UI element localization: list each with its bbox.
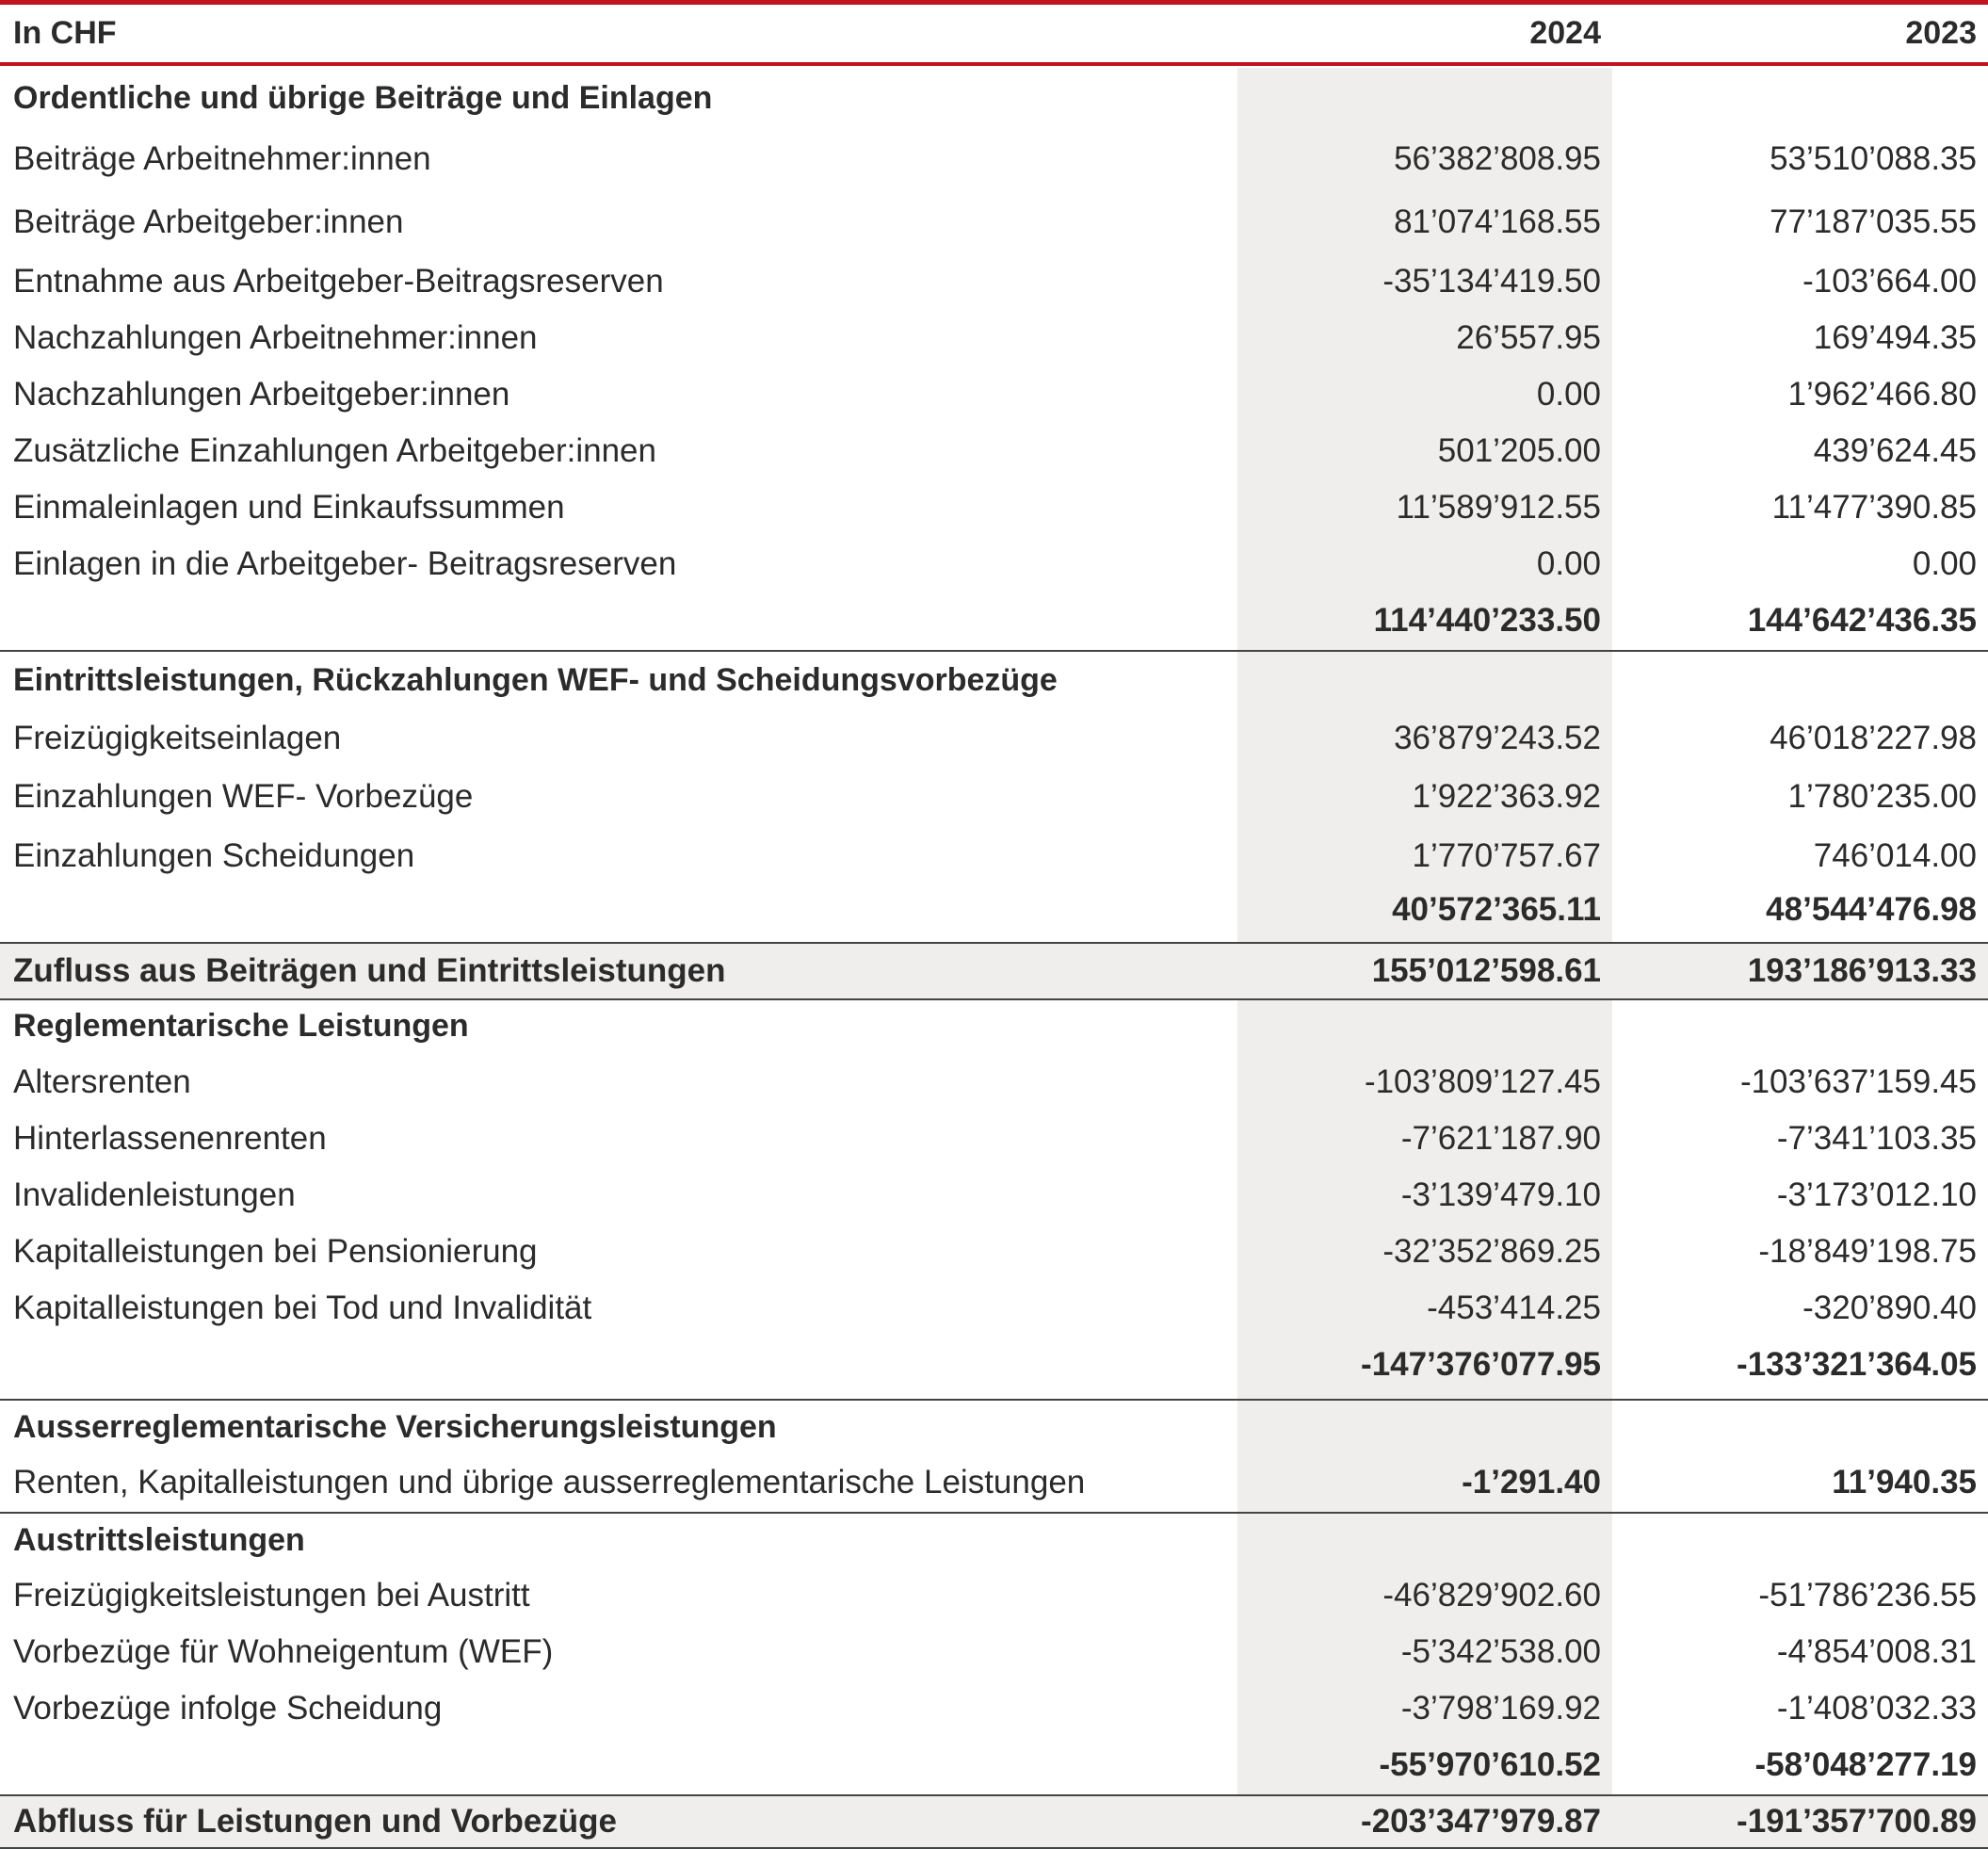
value-2024: -32’352’869.25	[1382, 1233, 1601, 1270]
value-2023: -51’786’236.55	[1758, 1577, 1977, 1614]
row-label: Einzahlungen Scheidungen	[13, 837, 415, 874]
subtotal-row	[0, 593, 1988, 648]
row-label: Eintrittsleistungen, Rückzahlungen WEF- und Scheidungsvorbezüge	[13, 661, 1058, 698]
row-label: Abfluss für Leistungen und Vorbezüge	[13, 1803, 618, 1840]
section-row	[0, 650, 1988, 708]
value-2024: 81’074’168.55	[1394, 203, 1601, 240]
row-label: Kapitalleistungen bei Tod und Invalidität	[13, 1289, 592, 1326]
value-2023: 77’187’035.55	[1770, 203, 1977, 240]
value-2023: 1’962’466.80	[1787, 376, 1977, 413]
table-header	[0, 0, 1988, 66]
row-label: Kapitalleistungen bei Pensionierung	[13, 1233, 538, 1270]
value-2023: -103’637’159.45	[1739, 1063, 1977, 1100]
row-label: Ordentliche und übrige Beiträge und Einlagen	[13, 79, 713, 116]
value-2024: -3’139’479.10	[1400, 1176, 1601, 1213]
table-row	[0, 1225, 1988, 1279]
value-2023: -1’408’032.33	[1776, 1690, 1977, 1727]
value-2023: 53’510’088.35	[1770, 140, 1977, 177]
value-2023: -58’048’277.19	[1754, 1746, 1977, 1783]
grand-total-row	[0, 942, 1988, 1000]
value-2023: 48’544’476.98	[1766, 891, 1977, 928]
value-2023: 144’642’436.35	[1747, 602, 1977, 639]
row-label: Vorbezüge infolge Scheidung	[13, 1690, 443, 1727]
value-2023: -103’664.00	[1802, 263, 1977, 300]
row-label: Invalidenleistungen	[13, 1176, 296, 1213]
value-2024: -55’970’610.52	[1379, 1746, 1601, 1783]
value-2024: 26’557.95	[1456, 319, 1601, 356]
table-row	[0, 829, 1988, 884]
row-label: Freizügigkeitsleistungen bei Austritt	[13, 1577, 530, 1614]
value-2024: -103’809’127.45	[1364, 1063, 1601, 1100]
value-2024: 501’205.00	[1437, 432, 1601, 469]
value-2023: 46’018’227.98	[1770, 720, 1977, 756]
value-2023: 169’494.35	[1813, 319, 1977, 356]
table-row	[0, 768, 1988, 826]
row-label: Beiträge Arbeitnehmer:innen	[13, 140, 431, 177]
value-2024: -453’414.25	[1427, 1289, 1601, 1326]
value-2023: -320’890.40	[1802, 1289, 1977, 1326]
table-row	[0, 711, 1988, 766]
value-2023: -3’173’012.10	[1776, 1176, 1977, 1213]
value-2024: 1’922’363.92	[1412, 778, 1601, 815]
value-2024: 40’572’365.11	[1392, 891, 1601, 928]
header-year-2023: 2023	[1905, 15, 1977, 51]
row-label: Freizügigkeitseinlagen	[13, 720, 342, 756]
value-2024: -1’291.40	[1462, 1464, 1601, 1500]
value-2024: -5’342’538.00	[1400, 1633, 1601, 1670]
value-2023: 746’014.00	[1813, 837, 1977, 874]
header-year-2024: 2024	[1529, 15, 1601, 51]
value-2023: 11’477’390.85	[1771, 489, 1977, 526]
value-2024: -147’376’077.95	[1361, 1346, 1601, 1383]
value-2024: 11’589’912.55	[1396, 489, 1601, 526]
value-2023: -133’321’364.05	[1737, 1346, 1977, 1383]
table-row	[0, 367, 1988, 422]
table-row	[0, 537, 1988, 592]
section-row	[0, 998, 1988, 1053]
table-row	[0, 424, 1988, 478]
value-2024: 155’012’598.61	[1371, 952, 1601, 989]
section-row	[0, 71, 1988, 125]
table-row	[0, 480, 1988, 535]
table-row	[0, 1681, 1988, 1736]
table-row	[0, 1455, 1988, 1510]
table-row	[0, 1168, 1988, 1223]
value-2024: -7’621’187.90	[1400, 1120, 1601, 1157]
value-2023: 439’624.45	[1813, 432, 1977, 469]
row-label: Vorbezüge für Wohneigentum (WEF)	[13, 1633, 554, 1670]
table-row	[0, 254, 1988, 309]
value-2024: -35’134’419.50	[1382, 263, 1601, 300]
row-label: Hinterlassenenrenten	[13, 1120, 327, 1157]
subtotal-row	[0, 1738, 1988, 1792]
row-label: Einzahlungen WEF- Vorbezüge	[13, 778, 474, 815]
row-label: Einmaleinlagen und Einkaufssummen	[13, 489, 565, 526]
row-label: Zufluss aus Beiträgen und Eintrittsleistungen	[13, 952, 726, 989]
value-2023: -4’854’008.31	[1776, 1633, 1977, 1670]
value-2023: 193’186’913.33	[1747, 952, 1977, 989]
grand-total-row	[0, 1794, 1988, 1849]
subtotal-row	[0, 881, 1988, 939]
table-row	[0, 1055, 1988, 1110]
value-2023: -191’357’700.89	[1737, 1803, 1977, 1840]
value-2023: -18’849’198.75	[1758, 1233, 1977, 1270]
table-row	[0, 1625, 1988, 1679]
value-2023: 1’780’235.00	[1787, 778, 1977, 815]
value-2024: 36’879’243.52	[1394, 720, 1601, 756]
value-2024: 114’440’233.50	[1373, 602, 1601, 639]
row-label: Austrittsleistungen	[13, 1521, 305, 1558]
section-row	[0, 1399, 1988, 1453]
subtotal-row	[0, 1338, 1988, 1392]
value-2023: -7’341’103.35	[1776, 1120, 1977, 1157]
value-2023: 0.00	[1912, 545, 1977, 582]
row-label: Reglementarische Leistungen	[13, 1007, 469, 1044]
row-label: Entnahme aus Arbeitgeber-Beitragsreserven	[13, 263, 664, 300]
row-label: Einlagen in die Arbeitgeber- Beitragsreserven	[13, 545, 677, 582]
table-row	[0, 193, 1988, 251]
table-row	[0, 1568, 1988, 1623]
row-label: Zusätzliche Einzahlungen Arbeitgeber:innen	[13, 432, 656, 469]
value-2023: 11’940.35	[1832, 1464, 1977, 1500]
value-2024: 1’770’757.67	[1412, 837, 1601, 874]
row-label: Beiträge Arbeitgeber:innen	[13, 203, 404, 240]
row-label: Nachzahlungen Arbeitgeber:innen	[13, 376, 510, 413]
row-label: Nachzahlungen Arbeitnehmer:innen	[13, 319, 538, 356]
table-row	[0, 127, 1988, 191]
row-label: Altersrenten	[13, 1063, 191, 1100]
value-2024: 0.00	[1536, 376, 1601, 413]
table-row	[0, 1111, 1988, 1166]
table-row	[0, 311, 1988, 365]
value-2024: 56’382’808.95	[1394, 140, 1601, 177]
value-2024: -3’798’169.92	[1400, 1690, 1601, 1727]
section-row	[0, 1512, 1988, 1566]
value-2024: -203’347’979.87	[1361, 1803, 1601, 1840]
value-2024: 0.00	[1536, 545, 1601, 582]
value-2024: -46’829’902.60	[1382, 1577, 1601, 1614]
header-label: In CHF	[13, 15, 117, 51]
row-label: Renten, Kapitalleistungen und übrige ausserreglementarische Leistungen	[13, 1464, 1086, 1500]
table-row	[0, 1281, 1988, 1336]
row-label: Ausserreglementarische Versicherungsleistungen	[13, 1408, 777, 1445]
